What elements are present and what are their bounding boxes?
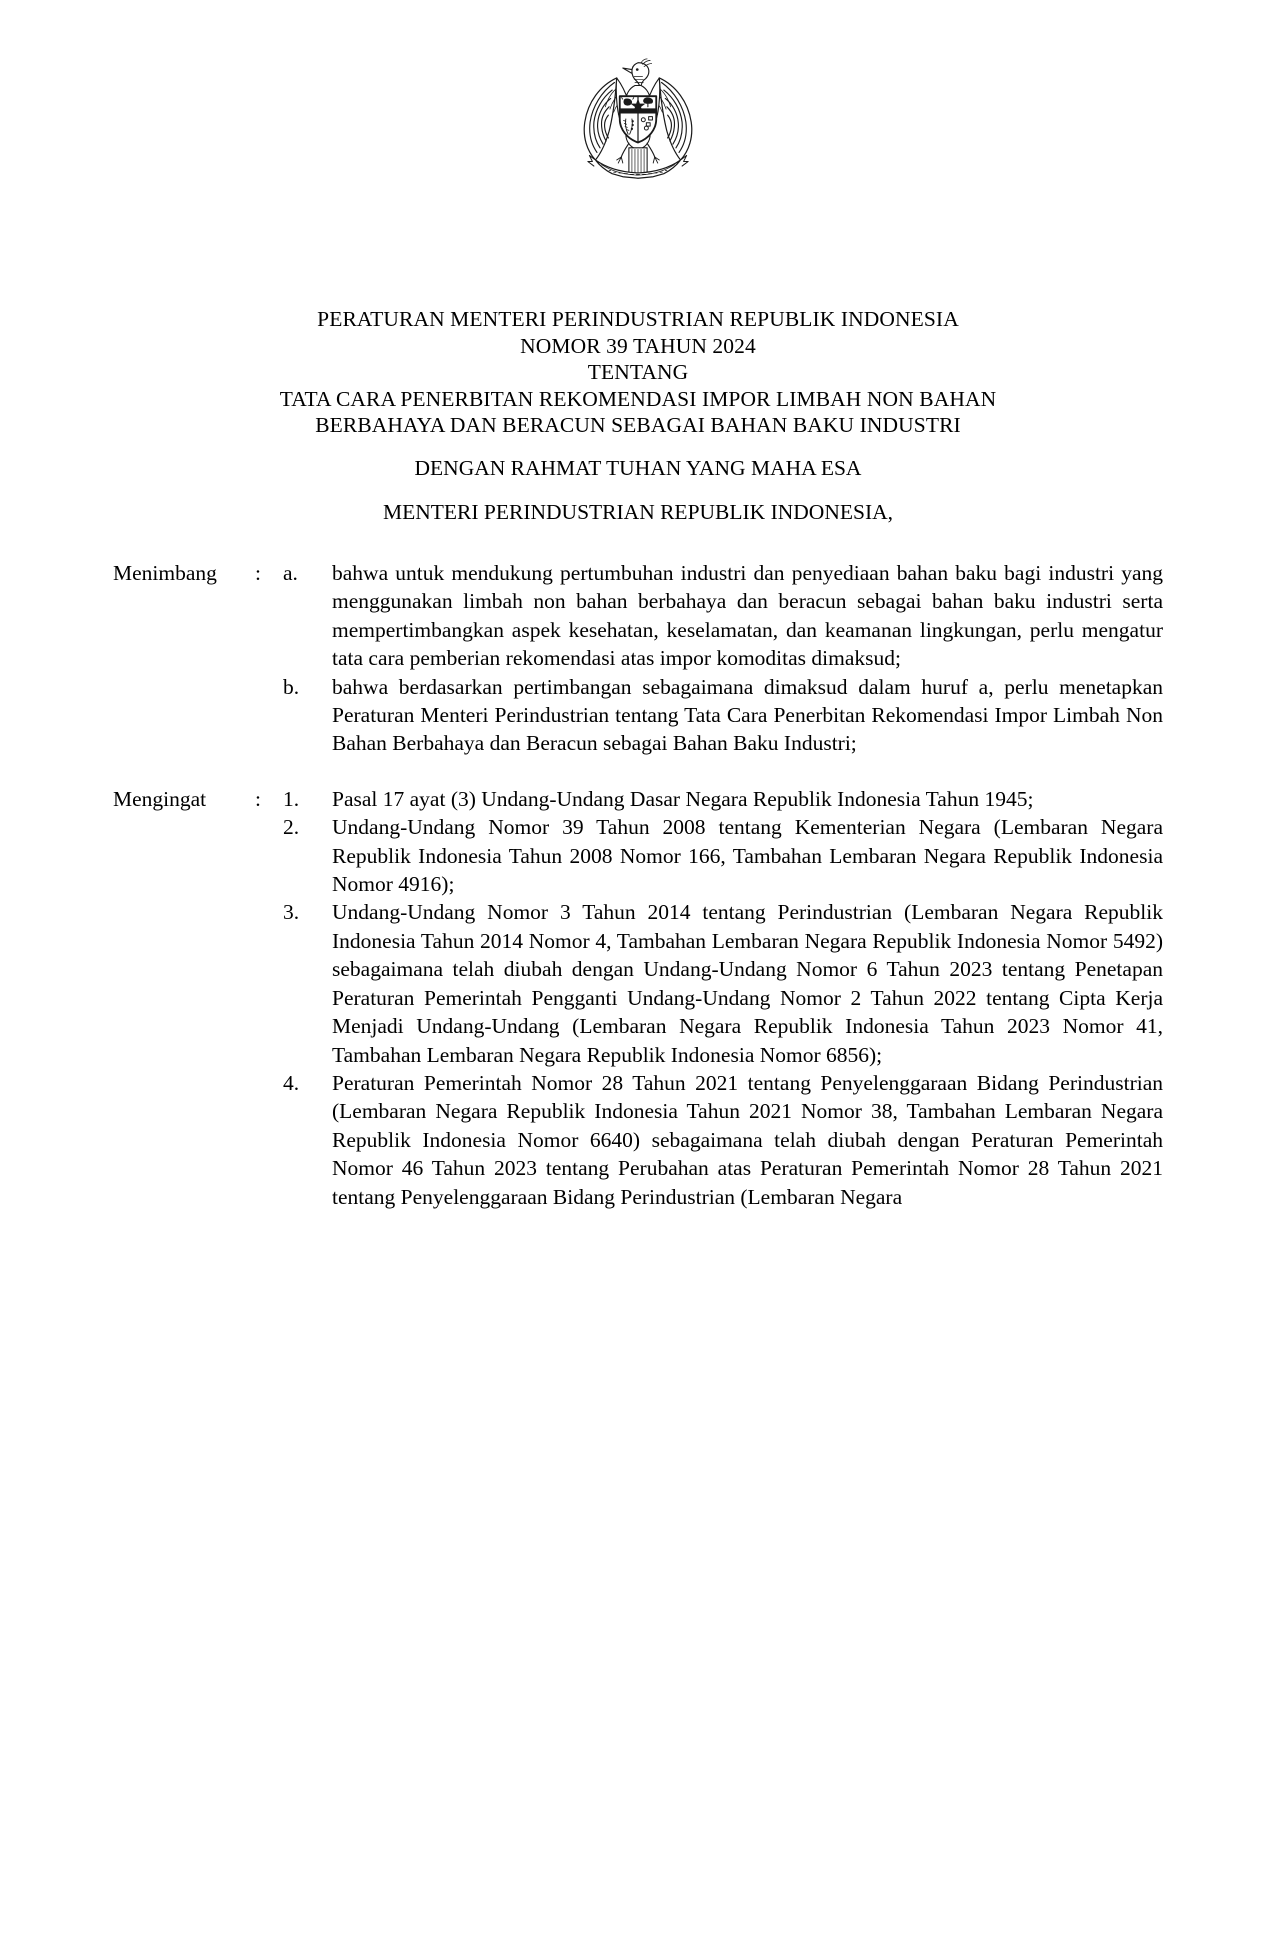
title-line-subject-1: TATA CARA PENERBITAN REKOMENDASI IMPOR LIMBAH NON BAHAN	[279, 386, 997, 411]
clause-text: Undang-Undang Nomor 39 Tahun 2008 tentang Kementerian Negara (Lembaran Negara Republik Indonesia Tahun 2008 Nomor 166, Tambahan Lembaran Negara Republik Indonesia Nomor 4916);	[332, 815, 1163, 897]
clause-row	[113, 785, 1163, 813]
issuer-line: MENTERI PERINDUSTRIAN REPUBLIK INDONESIA,	[382, 499, 894, 524]
clause-marker: b.	[283, 674, 300, 699]
invocation-line: DENGAN RAHMAT TUHAN YANG MAHA ESA	[414, 456, 862, 480]
section-label-menimbang: Menimbang	[113, 561, 217, 585]
clause-marker: 2.	[283, 815, 300, 840]
title-line-number: NOMOR 39 TAHUN 2024	[520, 333, 756, 358]
garuda-pancasila-emblem	[0, 46, 1276, 198]
section-mengingat	[113, 785, 1163, 1211]
clause-text: bahwa berdasarkan pertimbangan sebagaimana dimaksud dalam huruf a, perlu menetapkan Peraturan Menteri Perindustrian tentang Tata Cara Penerbitan Rekomendasi Impor Limbah Non Bahan Berbahaya dan Beracun sebagai Bahan Baku Industri;	[332, 674, 1163, 756]
clause-text: bahwa untuk mendukung pertumbuhan industri dan penyediaan bahan baku bagi industri yang menggunakan limbah non bahan berbahaya dan beracun sebagai bahan baku industri serta mempertimbangkan aspek kesehatan, keselamatan, dan keamanan lingkungan, perlu mengatur tata cara pemberian rekomendasi atas impor komoditas dimaksud;	[332, 561, 1163, 671]
clause-row	[113, 813, 1163, 898]
clause-text: Undang-Undang Nomor 3 Tahun 2014 tentang Perindustrian (Lembaran Negara Republik Indonesia Tahun 2014 Nomor 4, Tambahan Lembaran Negara Republik Indonesia Nomor 5492) sebagaimana telah diubah dengan Undang-Undang Nomor 6 Tahun 2023 tentang Penetapan Peraturan Pemerintah Pengganti Undang-Undang Nomor 2 Tahun 2022 tentang Cipta Kerja Menjadi Undang-Undang (Lembaran Negara Republik Indonesia Tahun 2023 Nomor 41, Tambahan Lembaran Negara Republik Indonesia Nomor 6856);	[332, 900, 1163, 1067]
section-colon: :	[255, 561, 261, 585]
clause-text: Peraturan Pemerintah Nomor 28 Tahun 2021 tentang Penyelenggaraan Bidang Perindustrian (Lembaran Negara Republik Indonesia Tahun 2021 Nomor 38, Tambahan Lembaran Negara Republik Indonesia Nomor 6640) sebagaimana telah diubah dengan Peraturan Pemerintah Nomor 46 Tahun 2023 tentang Perubahan atas Peraturan Pemerintah Nomor 28 Tahun 2021 tentang Penyelenggaraan Bidang Perindustrian (Lembaran Negara	[332, 1070, 1163, 1209]
clause-marker: 4.	[283, 1070, 300, 1095]
clause-row	[113, 559, 1163, 673]
clause-text: Pasal 17 ayat (3) Undang-Undang Dasar Negara Republik Indonesia Tahun 1945;	[332, 786, 1034, 811]
section-label-mengingat: Mengingat	[113, 786, 207, 811]
clause-marker: 1.	[283, 786, 300, 811]
clause-marker: a.	[283, 561, 298, 585]
preamble-spacer	[0, 482, 1276, 499]
clause-row	[113, 898, 1163, 1068]
title-line-1: PERATURAN MENTERI PERINDUSTRIAN REPUBLIK INDONESIA	[317, 307, 959, 331]
title-line-subject-2: BERBAHAYA DAN BERACUN SEBAGAI BAHAN BAKU INDUSTRI	[315, 413, 961, 438]
clause-row	[113, 673, 1163, 758]
clause-marker: 3.	[283, 900, 300, 925]
document-preamble	[0, 455, 1276, 525]
clause-row	[113, 1069, 1163, 1211]
document-body	[113, 559, 1163, 1211]
title-line-tentang: TENTANG	[587, 360, 689, 385]
document-title	[0, 306, 1276, 439]
section-colon: :	[255, 786, 261, 811]
section-menimbang	[113, 559, 1163, 758]
